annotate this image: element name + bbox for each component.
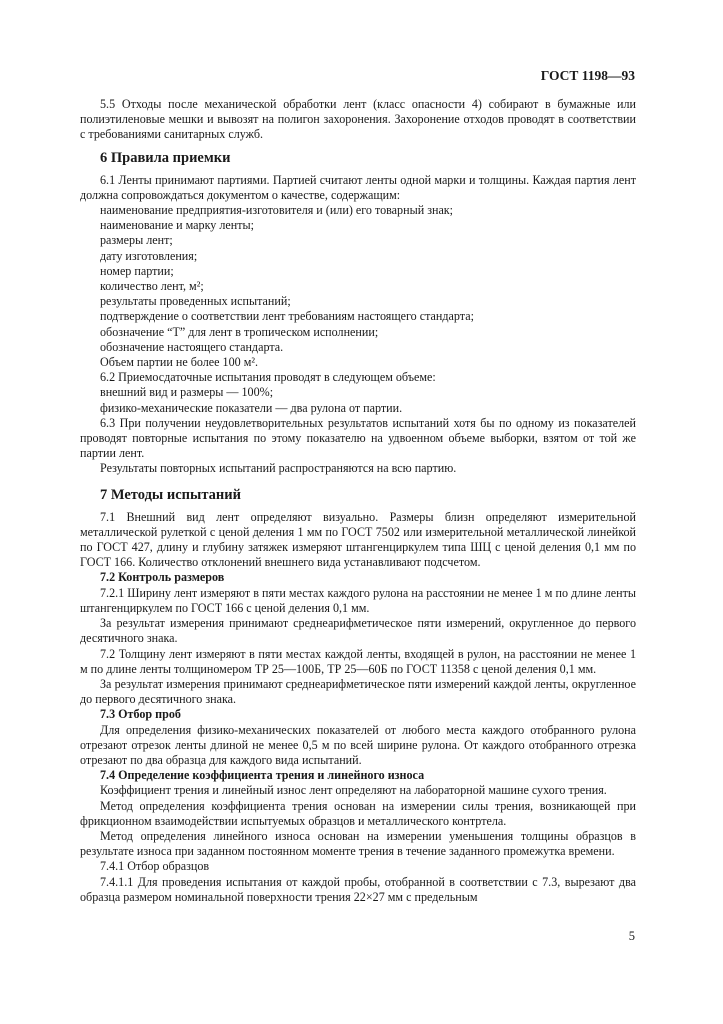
list-item: внешний вид и размеры — 100%;: [100, 385, 274, 400]
paragraph-6-1: 6.1 Ленты принимают партиями. Партией считают ленты одной марки и толщины. Каждая партия лент должна сопровождаться документом о качестве, содержащим:: [80, 172, 636, 202]
paragraph-7-2-1-result: За результат измерения принимают среднеарифметическое пяти измерений, округленное до первого десятичного знака.: [80, 616, 636, 646]
list-item: дату изготовления;: [100, 248, 198, 263]
list-item: физико-механические показатели — два рулона от партии.: [100, 400, 403, 415]
subsection-7-4-1-heading: 7.4.1 Отбор образцов: [100, 859, 210, 874]
paragraph-5-5: 5.5 Отходы после механической обработки лент (класс опасности 4) собирают в бумажные или полиэтиленовые мешки и вывозят на полигон захоронения. Захоронение отходов проводят в соответствии с требованиями санитарных служб.: [80, 97, 636, 142]
paragraph-7-4: Коэффициент трения и линейный износ лент определяют на лабораторной машине сухого трения.: [100, 783, 607, 798]
page-number: 5: [628, 929, 635, 943]
paragraph-7-4-1-1: 7.4.1.1 Для проведения испытания от каждой пробы, отобранной в соответствии с 7.3, вырезают два образца размером номинальной поверхности трения 22×27 мм с предельным: [80, 874, 636, 904]
subsection-7-2-heading: 7.2 Контроль размеров: [100, 570, 225, 585]
subsection-7-4-heading: 7.4 Определение коэффициента трения и линейного износа: [100, 768, 425, 783]
paragraph-6-3-results: Результаты повторных испытаний распространяются на всю партию.: [100, 461, 457, 476]
list-item: количество лент, м²;: [100, 279, 204, 294]
list-6-1: [80, 203, 636, 355]
list-item: номер партии;: [100, 263, 174, 278]
paragraph-7-2-1: 7.2.1 Ширину лент измеряют в пяти местах каждого рулона на расстоянии не менее 1 м по длине ленты штангенциркулем по ГОСТ 166 с ценой деления 0,1 мм.: [80, 585, 636, 615]
page-body: [80, 97, 636, 905]
list-item: обозначение “Т” для лент в тропическом исполнении;: [100, 324, 379, 339]
list-item: наименование предприятия-изготовителя и (или) его товарный знак;: [100, 203, 454, 218]
paragraph-7-4-friction-method: Метод определения коэффициента трения основан на измерении силы трения, возникающей при фрикционном взаимодействии испытуемых образцов и металлического контртела.: [80, 798, 636, 828]
standard-header: ГОСТ 1198—93: [540, 68, 635, 83]
list-item: результаты проведенных испытаний;: [100, 294, 291, 309]
paragraph-7-2-thickness: 7.2 Толщину лент измеряют в пяти местах каждой ленты, входящей в рулон, на расстоянии не менее 1 м по длине ленты толщиномером ТР 25—100Б, ТР 25—60Б по ГОСТ 11358 с ценой деления 0,1 мм.: [80, 646, 636, 676]
list-item: размеры лент;: [100, 233, 173, 248]
subsection-7-3-heading: 7.3 Отбор проб: [100, 707, 181, 722]
list-item: подтверждение о соответствии лент требованиям настоящего стандарта;: [100, 309, 474, 324]
section-6-heading: 6 Правила приемки: [100, 149, 231, 166]
list-item: обозначение настоящего стандарта.: [100, 339, 284, 354]
paragraph-6-2: 6.2 Приемосдаточные испытания проводят в следующем объеме:: [100, 370, 436, 385]
paragraph-6-3: 6.3 При получении неудовлетворительных результатов испытаний хотя бы по одному из показателей проводят повторные испытания по этому показателю на удвоенном объеме выборки, взятом от той же партии лент.: [80, 415, 636, 461]
paragraph-7-3: Для определения физико-механических показателей от любого места каждого отобранного рулона отрезают отрезок ленты длиной не менее 0,5 м по всей ширине рулона. От каждого отобранного отрезка отрезают по два образца для каждого вида испытаний.: [80, 722, 636, 767]
list-item: наименование и марку ленты;: [100, 218, 255, 233]
paragraph-7-2-thickness-result: За результат измерения принимают среднеарифметическое пяти измерений каждой ленты, округленное до первого десятичного знака.: [80, 676, 636, 707]
paragraph-batch-volume: Объем партии не более 100 м².: [100, 355, 259, 370]
paragraph-7-4-wear-method: Метод определения линейного износа основан на измерении уменьшения толщины образцов в результате износа при заданном постоянном моменте трения в течение заданного промежутка времени.: [80, 828, 636, 859]
section-7-heading: 7 Методы испытаний: [100, 486, 241, 503]
paragraph-7-1: 7.1 Внешний вид лент определяют визуально. Размеры близн определяют измерительной металлической рулеткой с ценой деления 1 мм по ГОСТ 7502 или измерительной металлической линейкой по ГОСТ 427, длину и глубину затяжек измеряют штангенциркулем типа ШЦ с ценой деления 0,1 мм по ГОСТ 166. Количество отклонений внешнего вида устанавливают подсчетом.: [80, 509, 636, 570]
